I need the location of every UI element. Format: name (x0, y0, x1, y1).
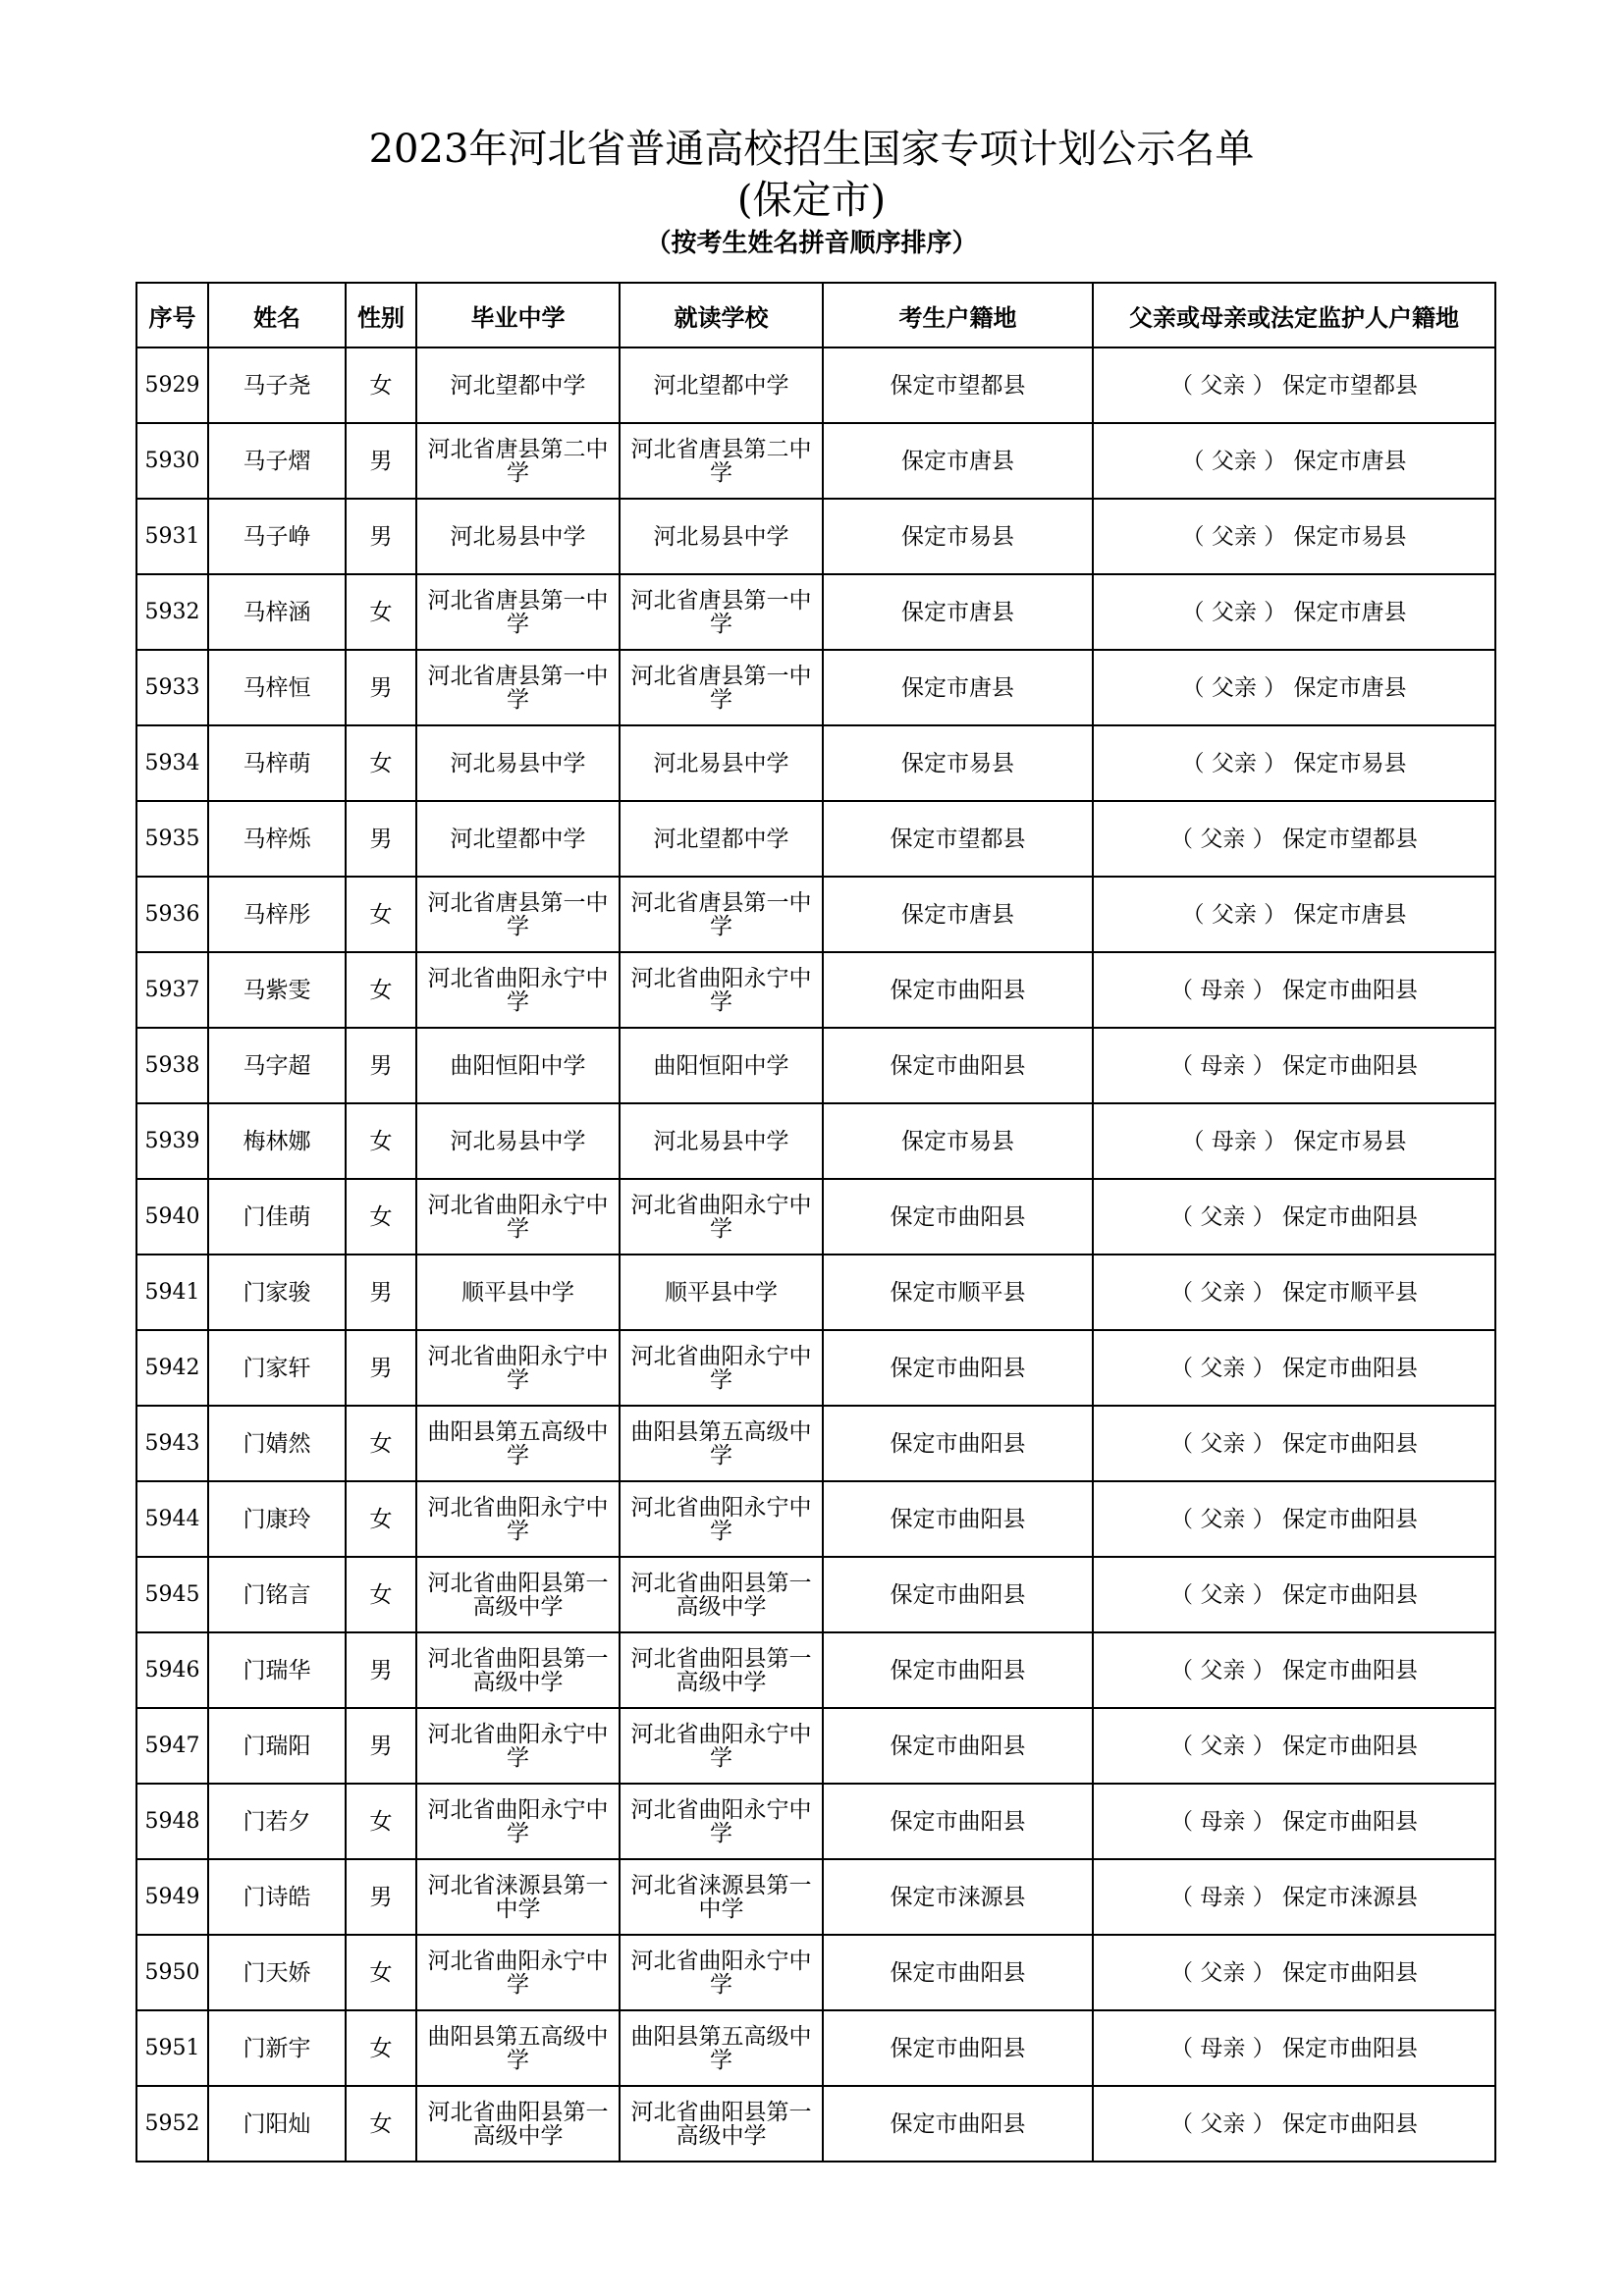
cell-hukou: 保定市曲阳县 (823, 1632, 1093, 1708)
cell-hukou: 保定市曲阳县 (823, 952, 1093, 1028)
cell-gender: 女 (346, 1935, 416, 2010)
cell-name: 门铭言 (208, 1557, 346, 1632)
cell-hukou: 保定市曲阳县 (823, 1784, 1093, 1859)
table-row (136, 1632, 1495, 1708)
cell-gender: 男 (346, 1028, 416, 1103)
cell-hukou: 保定市唐县 (823, 574, 1093, 650)
cell-gender: 男 (346, 1632, 416, 1708)
cell-hukou: 保定市顺平县 (823, 1255, 1093, 1330)
cell-name: 马子尧 (208, 347, 346, 423)
cell-name: 梅林娜 (208, 1103, 346, 1179)
cell-guardian-hukou: （ 母亲 ） 保定市易县 (1093, 1103, 1495, 1179)
cell-name: 门婧然 (208, 1406, 346, 1481)
cell-gender: 女 (346, 2010, 416, 2086)
table-row (136, 877, 1495, 952)
cell-gender: 男 (346, 1859, 416, 1935)
cell-study-school: 河北省曲阳县第一高级中学 (620, 1557, 823, 1632)
cell-grad-school: 河北省唐县第一中学 (416, 877, 620, 952)
cell-guardian-hukou: （ 父亲 ） 保定市易县 (1093, 725, 1495, 801)
cell-seq: 5935 (136, 801, 208, 877)
cell-seq: 5931 (136, 499, 208, 574)
cell-study-school: 河北省曲阳县第一高级中学 (620, 2086, 823, 2162)
cell-study-school: 河北省曲阳永宁中学 (620, 1708, 823, 1784)
cell-gender: 女 (346, 574, 416, 650)
cell-grad-school: 河北省曲阳永宁中学 (416, 1784, 620, 1859)
table-row (136, 725, 1495, 801)
cell-hukou: 保定市唐县 (823, 877, 1093, 952)
header-guardian-hukou: 父亲或母亲或法定监护人户籍地 (1093, 283, 1495, 347)
cell-gender: 男 (346, 650, 416, 725)
cell-hukou: 保定市曲阳县 (823, 2010, 1093, 2086)
cell-name: 马子峥 (208, 499, 346, 574)
cell-guardian-hukou: （ 父亲 ） 保定市望都县 (1093, 347, 1495, 423)
cell-grad-school: 曲阳恒阳中学 (416, 1028, 620, 1103)
cell-gender: 男 (346, 1330, 416, 1406)
cell-study-school: 河北省唐县第一中学 (620, 650, 823, 725)
header-grad-school: 毕业中学 (416, 283, 620, 347)
cell-grad-school: 河北省唐县第一中学 (416, 650, 620, 725)
cell-gender: 女 (346, 1784, 416, 1859)
cell-guardian-hukou: （ 父亲 ） 保定市唐县 (1093, 423, 1495, 499)
cell-study-school: 曲阳县第五高级中学 (620, 1406, 823, 1481)
table-row (136, 1255, 1495, 1330)
document-subtitle: (保定市) (736, 178, 887, 223)
cell-name: 门佳萌 (208, 1179, 346, 1255)
cell-grad-school: 河北省曲阳县第一高级中学 (416, 1632, 620, 1708)
cell-seq: 5949 (136, 1859, 208, 1935)
cell-grad-school: 河北省曲阳永宁中学 (416, 1179, 620, 1255)
cell-grad-school: 曲阳县第五高级中学 (416, 2010, 620, 2086)
cell-gender: 女 (346, 725, 416, 801)
cell-gender: 女 (346, 877, 416, 952)
table-row (136, 650, 1495, 725)
table-row (136, 499, 1495, 574)
header-seq: 序号 (136, 283, 208, 347)
cell-guardian-hukou: （ 父亲 ） 保定市唐县 (1093, 877, 1495, 952)
cell-seq: 5950 (136, 1935, 208, 2010)
cell-seq: 5941 (136, 1255, 208, 1330)
header-study-school: 就读学校 (620, 283, 823, 347)
cell-gender: 男 (346, 499, 416, 574)
cell-guardian-hukou: （ 父亲 ） 保定市曲阳县 (1093, 1330, 1495, 1406)
cell-hukou: 保定市易县 (823, 1103, 1093, 1179)
table-row (136, 423, 1495, 499)
table-row (136, 347, 1495, 423)
cell-hukou: 保定市易县 (823, 725, 1093, 801)
cell-name: 门家轩 (208, 1330, 346, 1406)
cell-guardian-hukou: （ 父亲 ） 保定市曲阳县 (1093, 1557, 1495, 1632)
cell-name: 门阳灿 (208, 2086, 346, 2162)
cell-guardian-hukou: （ 父亲 ） 保定市顺平县 (1093, 1255, 1495, 1330)
table-row (136, 574, 1495, 650)
cell-name: 门诗皓 (208, 1859, 346, 1935)
cell-name: 马梓恒 (208, 650, 346, 725)
cell-gender: 女 (346, 2086, 416, 2162)
table-row (136, 1406, 1495, 1481)
cell-seq: 5951 (136, 2010, 208, 2086)
cell-seq: 5933 (136, 650, 208, 725)
cell-study-school: 曲阳县第五高级中学 (620, 2010, 823, 2086)
cell-seq: 5942 (136, 1330, 208, 1406)
cell-study-school: 河北省涞源县第一中学 (620, 1859, 823, 1935)
table-row (136, 2086, 1495, 2162)
cell-guardian-hukou: （ 母亲 ） 保定市涞源县 (1093, 1859, 1495, 1935)
cell-gender: 女 (346, 1103, 416, 1179)
table-row (136, 2010, 1495, 2086)
cell-grad-school: 河北省曲阳永宁中学 (416, 1481, 620, 1557)
table-header-row (136, 283, 1495, 347)
cell-seq: 5948 (136, 1784, 208, 1859)
cell-hukou: 保定市涞源县 (823, 1859, 1093, 1935)
cell-gender: 女 (346, 347, 416, 423)
cell-name: 门天娇 (208, 1935, 346, 2010)
cell-grad-school: 曲阳县第五高级中学 (416, 1406, 620, 1481)
cell-gender: 女 (346, 952, 416, 1028)
cell-gender: 女 (346, 1557, 416, 1632)
cell-grad-school: 河北省曲阳永宁中学 (416, 1330, 620, 1406)
cell-grad-school: 河北易县中学 (416, 725, 620, 801)
cell-grad-school: 河北省曲阳县第一高级中学 (416, 1557, 620, 1632)
cell-name: 马梓萌 (208, 725, 346, 801)
table-row (136, 1103, 1495, 1179)
cell-hukou: 保定市望都县 (823, 347, 1093, 423)
cell-study-school: 河北省唐县第二中学 (620, 423, 823, 499)
cell-seq: 5939 (136, 1103, 208, 1179)
cell-seq: 5943 (136, 1406, 208, 1481)
cell-guardian-hukou: （ 父亲 ） 保定市曲阳县 (1093, 1179, 1495, 1255)
cell-hukou: 保定市望都县 (823, 801, 1093, 877)
cell-grad-school: 河北易县中学 (416, 499, 620, 574)
cell-seq: 5947 (136, 1708, 208, 1784)
cell-grad-school: 河北省曲阳永宁中学 (416, 1708, 620, 1784)
cell-guardian-hukou: （ 母亲 ） 保定市曲阳县 (1093, 952, 1495, 1028)
table-row (136, 1784, 1495, 1859)
cell-hukou: 保定市唐县 (823, 423, 1093, 499)
cell-hukou: 保定市曲阳县 (823, 1179, 1093, 1255)
cell-study-school: 河北省曲阳永宁中学 (620, 952, 823, 1028)
cell-name: 马梓烁 (208, 801, 346, 877)
table-row (136, 1330, 1495, 1406)
admission-list-table (135, 282, 1496, 2163)
cell-seq: 5952 (136, 2086, 208, 2162)
cell-seq: 5946 (136, 1632, 208, 1708)
table-row (136, 952, 1495, 1028)
table-row (136, 1557, 1495, 1632)
cell-gender: 女 (346, 1406, 416, 1481)
cell-study-school: 河北省曲阳永宁中学 (620, 1179, 823, 1255)
cell-gender: 男 (346, 423, 416, 499)
cell-seq: 5934 (136, 725, 208, 801)
cell-hukou: 保定市曲阳县 (823, 1481, 1093, 1557)
header-name: 姓名 (208, 283, 346, 347)
cell-name: 马梓涵 (208, 574, 346, 650)
cell-seq: 5940 (136, 1179, 208, 1255)
cell-gender: 女 (346, 1481, 416, 1557)
table-row (136, 1028, 1495, 1103)
table-row (136, 1179, 1495, 1255)
table-row (136, 1708, 1495, 1784)
cell-guardian-hukou: （ 父亲 ） 保定市曲阳县 (1093, 1632, 1495, 1708)
cell-name: 门瑞阳 (208, 1708, 346, 1784)
cell-study-school: 河北望都中学 (620, 801, 823, 877)
cell-study-school: 河北省曲阳永宁中学 (620, 1784, 823, 1859)
cell-hukou: 保定市易县 (823, 499, 1093, 574)
cell-name: 门新宇 (208, 2010, 346, 2086)
cell-name: 马梓彤 (208, 877, 346, 952)
cell-name: 马子熠 (208, 423, 346, 499)
cell-hukou: 保定市唐县 (823, 650, 1093, 725)
cell-guardian-hukou: （ 父亲 ） 保定市望都县 (1093, 801, 1495, 877)
cell-name: 门康玲 (208, 1481, 346, 1557)
cell-guardian-hukou: （ 父亲 ） 保定市唐县 (1093, 650, 1495, 725)
table-row (136, 1481, 1495, 1557)
cell-hukou: 保定市曲阳县 (823, 1330, 1093, 1406)
cell-grad-school: 河北省曲阳永宁中学 (416, 952, 620, 1028)
cell-grad-school: 河北易县中学 (416, 1103, 620, 1179)
cell-study-school: 河北望都中学 (620, 347, 823, 423)
cell-seq: 5929 (136, 347, 208, 423)
cell-hukou: 保定市曲阳县 (823, 1557, 1093, 1632)
cell-study-school: 曲阳恒阳中学 (620, 1028, 823, 1103)
cell-grad-school: 河北省唐县第一中学 (416, 574, 620, 650)
cell-guardian-hukou: （ 父亲 ） 保定市曲阳县 (1093, 2086, 1495, 2162)
cell-guardian-hukou: （ 母亲 ） 保定市曲阳县 (1093, 1028, 1495, 1103)
cell-hukou: 保定市曲阳县 (823, 1935, 1093, 2010)
cell-study-school: 河北易县中学 (620, 725, 823, 801)
cell-study-school: 河北省唐县第一中学 (620, 574, 823, 650)
cell-grad-school: 河北省曲阳永宁中学 (416, 1935, 620, 2010)
cell-hukou: 保定市曲阳县 (823, 1708, 1093, 1784)
cell-grad-school: 河北望都中学 (416, 801, 620, 877)
cell-hukou: 保定市曲阳县 (823, 1028, 1093, 1103)
table-row (136, 1935, 1495, 2010)
cell-study-school: 河北易县中学 (620, 1103, 823, 1179)
cell-grad-school: 河北省曲阳县第一高级中学 (416, 2086, 620, 2162)
cell-grad-school: 河北省唐县第二中学 (416, 423, 620, 499)
document-title: 2023年河北省普通高校招生国家专项计划公示名单 (368, 127, 1255, 172)
cell-name: 门家骏 (208, 1255, 346, 1330)
cell-gender: 男 (346, 1255, 416, 1330)
cell-study-school: 河北省曲阳永宁中学 (620, 1481, 823, 1557)
cell-name: 马紫雯 (208, 952, 346, 1028)
cell-seq: 5932 (136, 574, 208, 650)
header-gender: 性别 (346, 283, 416, 347)
cell-study-school: 河北省曲阳永宁中学 (620, 1935, 823, 2010)
header-hukou: 考生户籍地 (823, 283, 1093, 347)
cell-hukou: 保定市曲阳县 (823, 1406, 1093, 1481)
cell-seq: 5944 (136, 1481, 208, 1557)
table-row (136, 1859, 1495, 1935)
cell-grad-school: 河北省涞源县第一中学 (416, 1859, 620, 1935)
cell-seq: 5930 (136, 423, 208, 499)
cell-guardian-hukou: （ 父亲 ） 保定市唐县 (1093, 574, 1495, 650)
cell-seq: 5937 (136, 952, 208, 1028)
cell-gender: 男 (346, 801, 416, 877)
cell-study-school: 河北省唐县第一中学 (620, 877, 823, 952)
cell-grad-school: 顺平县中学 (416, 1255, 620, 1330)
cell-gender: 男 (346, 1708, 416, 1784)
cell-gender: 女 (346, 1179, 416, 1255)
cell-guardian-hukou: （ 母亲 ） 保定市曲阳县 (1093, 2010, 1495, 2086)
cell-name: 门若夕 (208, 1784, 346, 1859)
cell-hukou: 保定市曲阳县 (823, 2086, 1093, 2162)
cell-name: 马字超 (208, 1028, 346, 1103)
cell-guardian-hukou: （ 父亲 ） 保定市曲阳县 (1093, 1708, 1495, 1784)
cell-study-school: 河北省曲阳县第一高级中学 (620, 1632, 823, 1708)
table-row (136, 801, 1495, 877)
cell-study-school: 河北省曲阳永宁中学 (620, 1330, 823, 1406)
cell-study-school: 顺平县中学 (620, 1255, 823, 1330)
cell-guardian-hukou: （ 父亲 ） 保定市易县 (1093, 499, 1495, 574)
cell-guardian-hukou: （ 父亲 ） 保定市曲阳县 (1093, 1406, 1495, 1481)
cell-study-school: 河北易县中学 (620, 499, 823, 574)
sort-note: （按考生姓名拼音顺序排序） (645, 229, 978, 258)
cell-name: 门瑞华 (208, 1632, 346, 1708)
cell-guardian-hukou: （ 父亲 ） 保定市曲阳县 (1093, 1481, 1495, 1557)
cell-seq: 5938 (136, 1028, 208, 1103)
cell-guardian-hukou: （ 父亲 ） 保定市曲阳县 (1093, 1935, 1495, 2010)
cell-guardian-hukou: （ 母亲 ） 保定市曲阳县 (1093, 1784, 1495, 1859)
cell-seq: 5936 (136, 877, 208, 952)
cell-grad-school: 河北望都中学 (416, 347, 620, 423)
cell-seq: 5945 (136, 1557, 208, 1632)
